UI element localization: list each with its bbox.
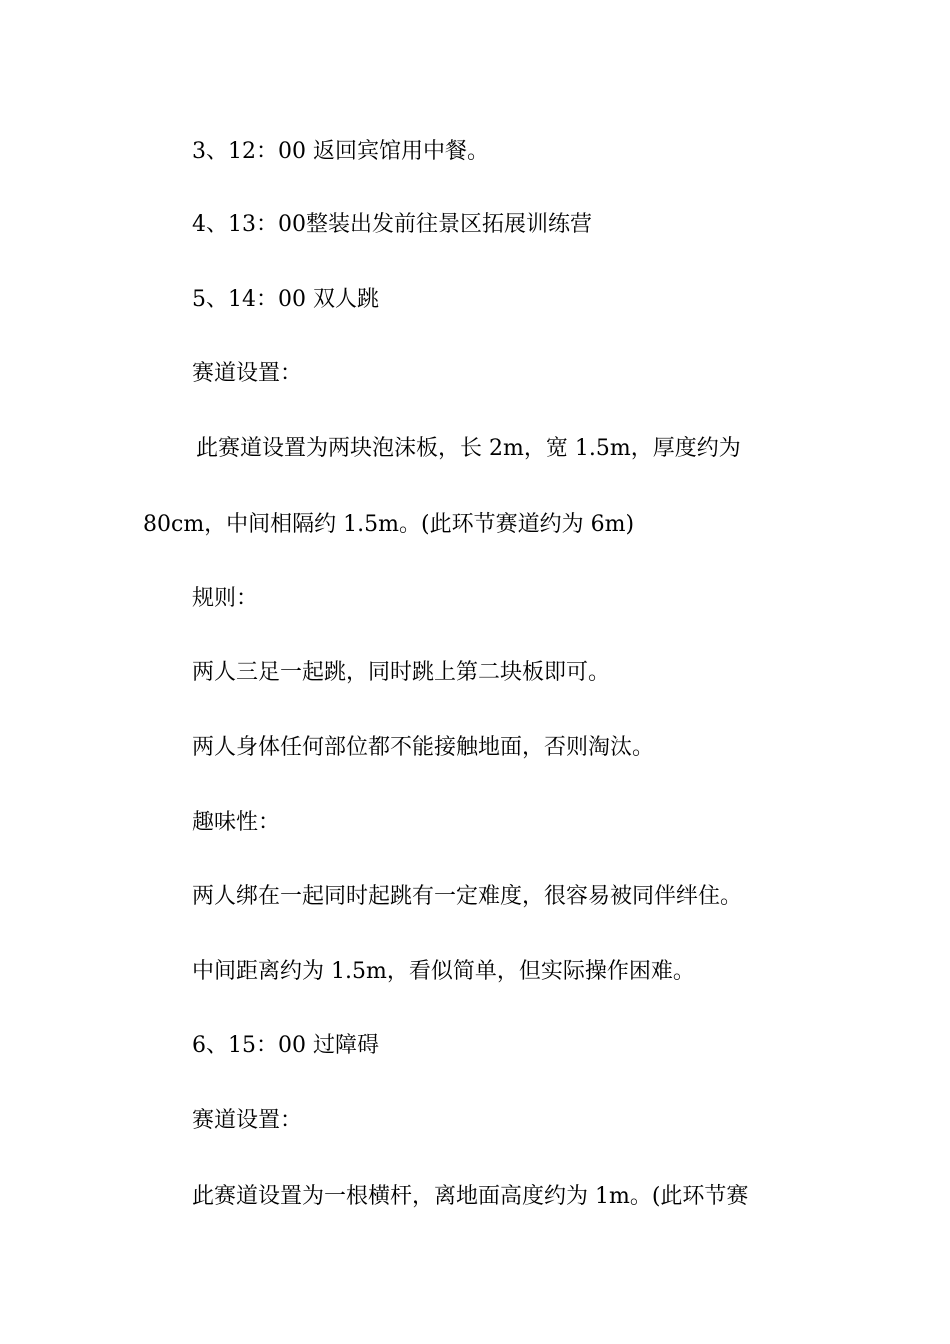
paragraph-line: 两人身体任何部位都不能接触地面，否则淘汰。: [192, 735, 655, 760]
schedule-item-lunch: 3、12：00 返回宾馆用中餐。: [192, 139, 489, 164]
schedule-item-double-jump: 5、14：00 双人跳: [192, 287, 379, 312]
paragraph-line: 两人三足一起跳，同时跳上第二块板即可。: [192, 660, 611, 685]
paragraph-line: 中间距离约为 1.5m，看似简单，但实际操作困难。: [192, 959, 695, 984]
paragraph-line: 两人绑在一起同时起跳有一定难度，很容易被同伴绊住。: [192, 884, 743, 909]
section-heading-track-setup: 赛道设置：: [192, 1108, 303, 1133]
paragraph-line: 80cm，中间相隔约 1.5m。(此环节赛道约为 6m): [143, 512, 635, 537]
section-heading-rules: 规则：: [192, 586, 259, 611]
paragraph-line: 此赛道设置为两块泡沫板，长 2m，宽 1.5m，厚度约为: [196, 436, 741, 461]
section-heading-track-setup: 赛道设置：: [192, 361, 303, 386]
schedule-item-depart: 4、13：00整装出发前往景区拓展训练营: [192, 212, 592, 237]
paragraph-line: 此赛道设置为一根横杆，离地面高度约为 1m。(此环节赛: [192, 1184, 749, 1209]
schedule-item-obstacle: 6、15：00 过障碍: [192, 1033, 379, 1058]
section-heading-fun: 趣味性：: [192, 810, 281, 835]
